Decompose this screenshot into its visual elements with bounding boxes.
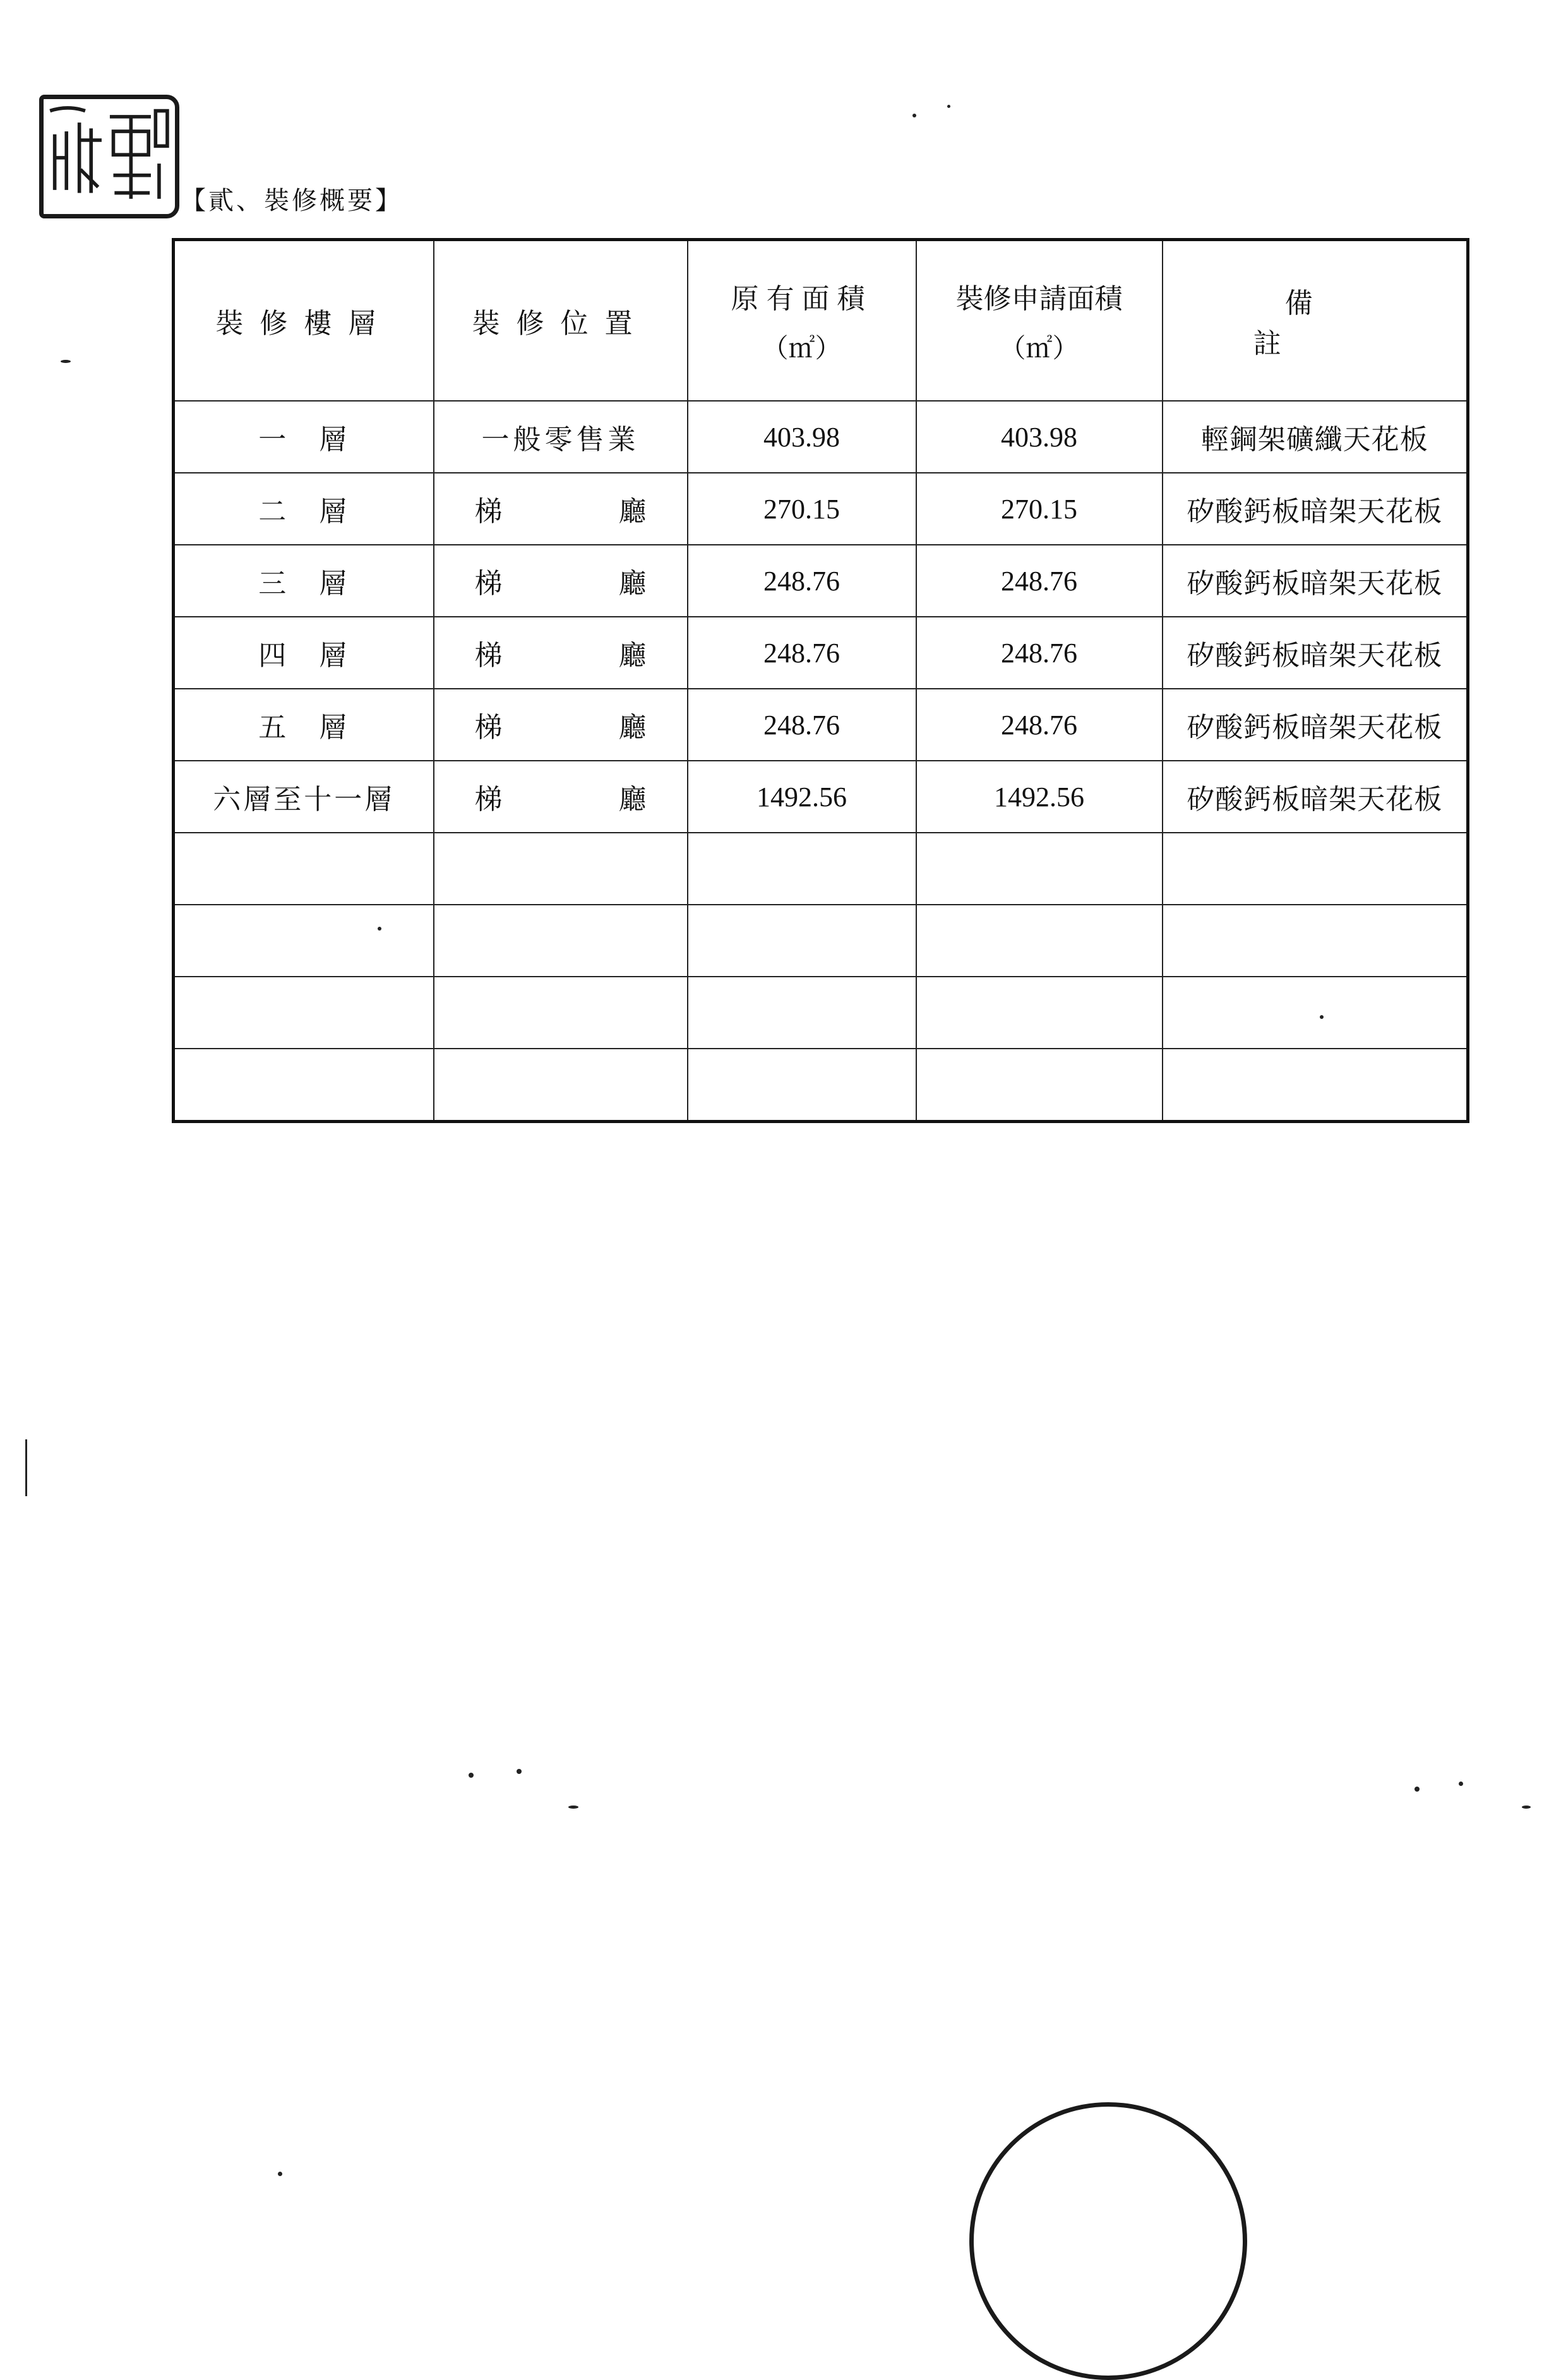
cell-original-area: 270.15 <box>688 473 916 545</box>
cell-note: 矽酸鈣板暗架天花板 <box>1163 473 1468 545</box>
empty-cell <box>1163 1049 1468 1122</box>
table-row-empty <box>174 833 1468 905</box>
scan-speck <box>61 360 71 363</box>
header-floor: 裝修樓層 <box>174 240 434 402</box>
cell-original-area: 248.76 <box>688 617 916 689</box>
empty-cell <box>174 905 434 977</box>
scan-speck <box>278 2172 282 2176</box>
cell-position: 梯 廳 <box>434 689 688 761</box>
scan-speck <box>469 1773 474 1778</box>
empty-cell <box>434 977 688 1049</box>
section-title: 【貳、裝修概要】 <box>181 186 403 215</box>
cell-note: 矽酸鈣板暗架天花板 <box>1163 689 1468 761</box>
scan-speck <box>912 114 916 117</box>
empty-cell <box>174 977 434 1049</box>
table-row-empty <box>174 1049 1468 1122</box>
cell-applied-area: 248.76 <box>916 545 1163 617</box>
empty-cell <box>434 905 688 977</box>
cell-note: 矽酸鈣板暗架天花板 <box>1163 761 1468 833</box>
empty-cell <box>434 833 688 905</box>
cell-floor: 一 層 <box>174 401 434 473</box>
table-row <box>174 689 1468 761</box>
header-original-area: 原有面積 （㎡） <box>688 240 916 402</box>
table-row <box>174 761 1468 833</box>
scan-speck <box>1320 1015 1324 1019</box>
cell-original-area: 248.76 <box>688 545 916 617</box>
cell-floor: 二 層 <box>174 473 434 545</box>
cell-original-area: 1492.56 <box>688 761 916 833</box>
cell-applied-area: 1492.56 <box>916 761 1163 833</box>
empty-cell <box>1163 833 1468 905</box>
empty-cell <box>916 905 1163 977</box>
table-row <box>174 401 1468 473</box>
cell-floor: 六層至十一層 <box>174 761 434 833</box>
cell-note: 矽酸鈣板暗架天花板 <box>1163 545 1468 617</box>
cell-note: 矽酸鈣板暗架天花板 <box>1163 617 1468 689</box>
header-position: 裝修位置 <box>434 240 688 402</box>
scan-speck <box>378 927 381 931</box>
cell-note: 輕鋼架礦纖天花板 <box>1163 401 1468 473</box>
cell-original-area: 403.98 <box>688 401 916 473</box>
cell-applied-area: 270.15 <box>916 473 1163 545</box>
table-row <box>174 545 1468 617</box>
table-row <box>174 473 1468 545</box>
empty-cell <box>916 977 1163 1049</box>
header-applied-area: 裝修申請面積 （㎡） <box>916 240 1163 402</box>
empty-cell <box>916 833 1163 905</box>
empty-cell <box>174 1049 434 1122</box>
scan-speck <box>1522 1806 1531 1809</box>
empty-cell <box>1163 905 1468 977</box>
empty-cell <box>688 977 916 1049</box>
bureau-seal-stamp <box>969 2102 1247 2380</box>
cell-applied-area: 403.98 <box>916 401 1163 473</box>
header-note: 備註 <box>1163 240 1468 402</box>
cell-applied-area: 248.76 <box>916 689 1163 761</box>
table-header-row <box>174 240 1468 402</box>
cell-floor: 三 層 <box>174 545 434 617</box>
table-row-empty <box>174 977 1468 1049</box>
cell-position: 梯 廳 <box>434 545 688 617</box>
empty-cell <box>174 833 434 905</box>
cell-position: 梯 廳 <box>434 617 688 689</box>
empty-cell <box>434 1049 688 1122</box>
scan-speck <box>25 1439 27 1496</box>
official-seal-stamp <box>39 95 179 218</box>
cell-position: 梯 廳 <box>434 761 688 833</box>
cell-floor: 四 層 <box>174 617 434 689</box>
empty-cell <box>688 833 916 905</box>
cell-applied-area: 248.76 <box>916 617 1163 689</box>
cell-floor: 五 層 <box>174 689 434 761</box>
empty-cell <box>688 905 916 977</box>
scan-speck <box>568 1806 578 1809</box>
empty-cell <box>1163 977 1468 1049</box>
cell-original-area: 248.76 <box>688 689 916 761</box>
cell-position: 梯 廳 <box>434 473 688 545</box>
table-row-empty <box>174 905 1468 977</box>
empty-cell <box>688 1049 916 1122</box>
seal-glyph-icon <box>44 99 175 214</box>
cell-position: 一般零售業 <box>434 401 688 473</box>
scan-speck <box>1414 1787 1420 1792</box>
empty-cell <box>916 1049 1163 1122</box>
scan-speck <box>517 1769 522 1774</box>
scan-speck <box>1459 1782 1463 1786</box>
renovation-summary-table <box>172 238 1469 1123</box>
table-row <box>174 617 1468 689</box>
scan-speck <box>947 105 950 108</box>
